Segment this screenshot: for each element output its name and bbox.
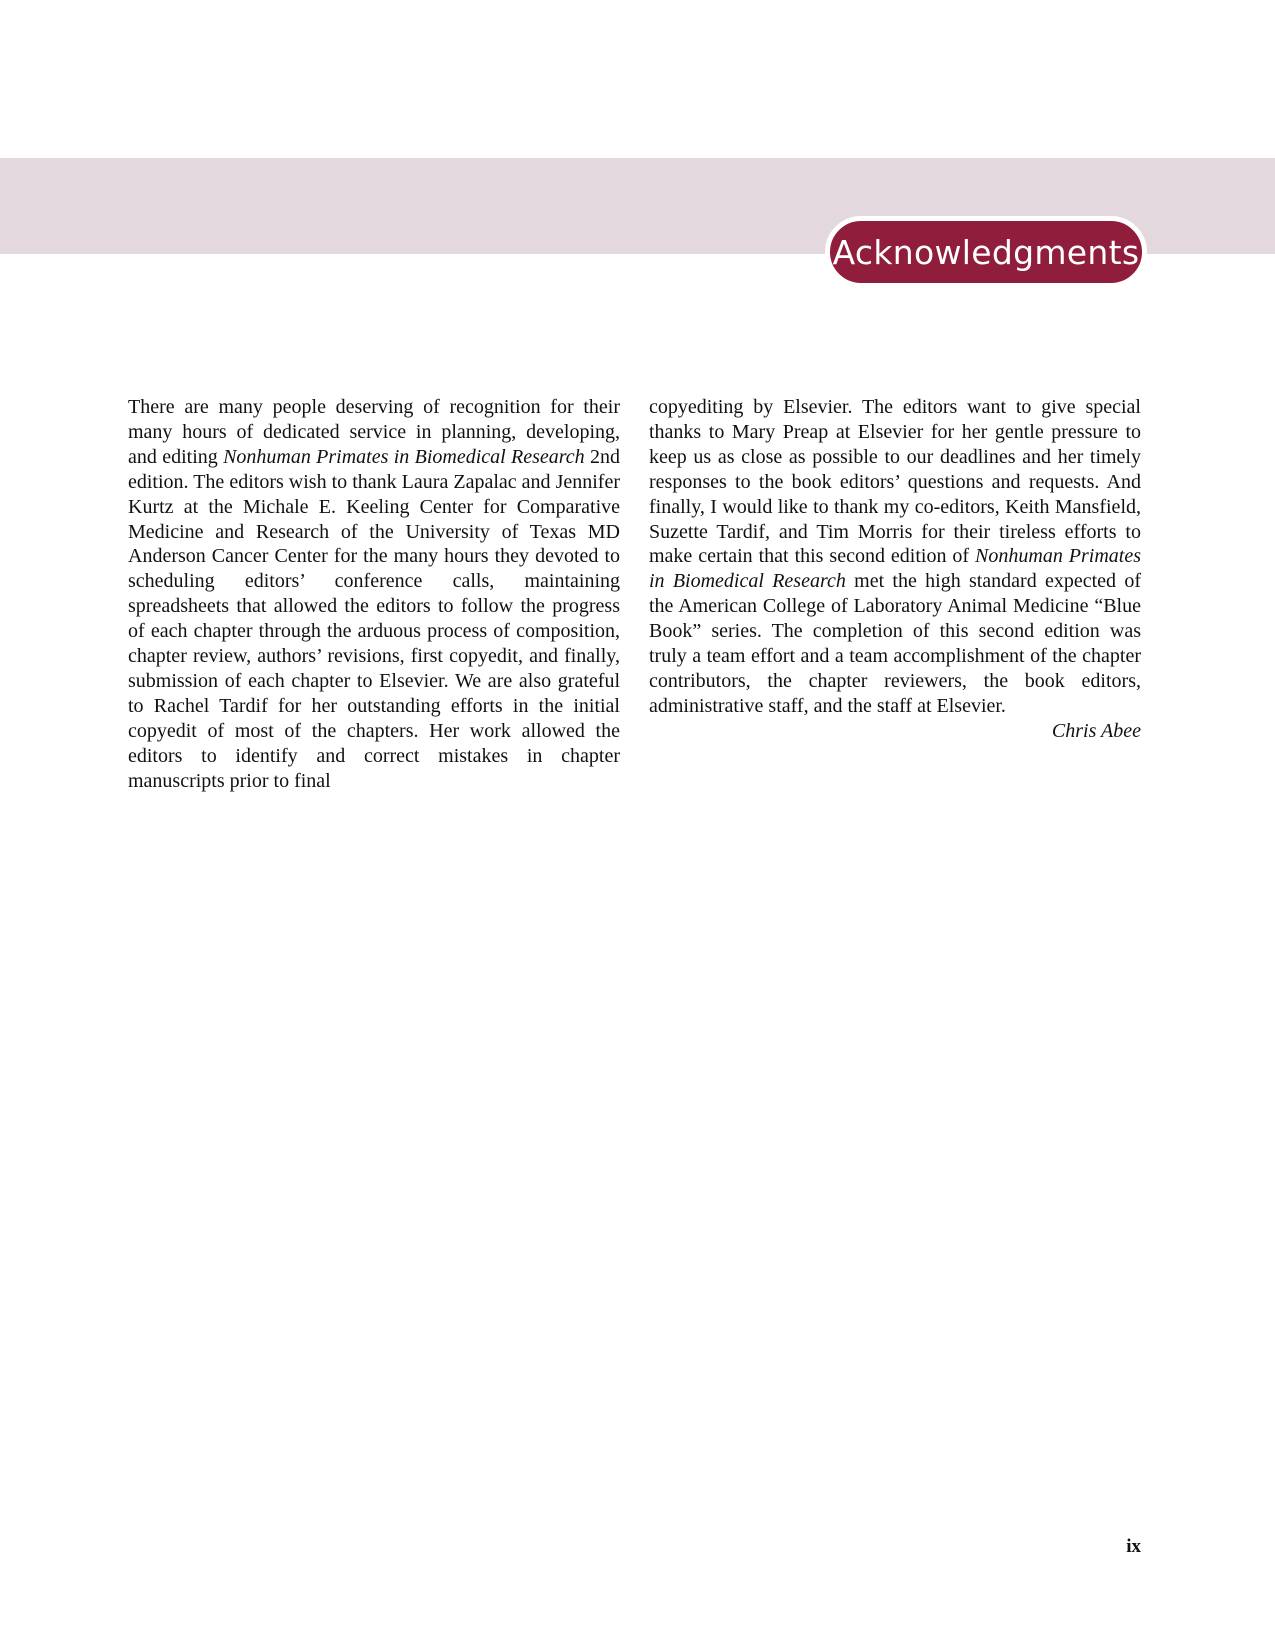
right-paragraph xyxy=(649,395,1141,719)
chapter-title-badge xyxy=(825,216,1147,288)
signature: Chris Abee xyxy=(1051,719,1141,742)
right-book-title: Nonhuman Primates in Biomedical Research xyxy=(649,545,1141,593)
right-column xyxy=(649,395,1141,744)
left-paragraph xyxy=(128,395,620,794)
left-text-part2: 2nd edition. The editors wish to thank Laura Zapalac and Jennifer Kurtz at the Michale E. Keeling Center for Comparative Medicine and Research of the University of Texas MD Anderson Cancer Center for the many hours they devoted to scheduling editors’ conference calls, maintaining spreadsheets that allowed the editors to follow the progress of each chapter through the arduous process of composition, chapter review, authors’ revisions, first copyedit, and finally, submission of each chapter to Elsevier. We are also grateful to Rachel Tardif for her outstanding efforts in the initial copyedit of most of the chapters. Her work allowed the editors to identify and correct mistakes in chapter manuscripts prior to final xyxy=(128,445,621,792)
right-text-part1: copyediting by Elsevier. The editors want to give special thanks to Mary Preap at Elsevier for her gentle pressure to keep us as close as possible to our deadlines and her timely responses to the book editors’ questions and requests. And finally, I would like to thank my co-editors, Keith Mansfield, Suzette Tardif, and Tim Morris for their tireless efforts to make certain that this second edition of xyxy=(649,396,1141,568)
left-column xyxy=(128,395,620,794)
page-number: ix xyxy=(1126,1536,1141,1557)
left-book-title: Nonhuman Primates in Biomedical Research xyxy=(223,445,585,468)
left-text-part1: There are many people deserving of recognition for their many hours of dedicated service in planning, developing, and editing xyxy=(128,396,620,468)
chapter-title: Acknowledgments xyxy=(832,232,1140,272)
right-text-part2: met the high standard expected of the American College of Laboratory Animal Medicine “Blue Book” series. The completion of this second edition was truly a team effort and a team accomplishment of the chapter contributors, the chapter reviewers, the book editors, administrative staff, and the staff at Elsevier. xyxy=(649,570,1141,717)
